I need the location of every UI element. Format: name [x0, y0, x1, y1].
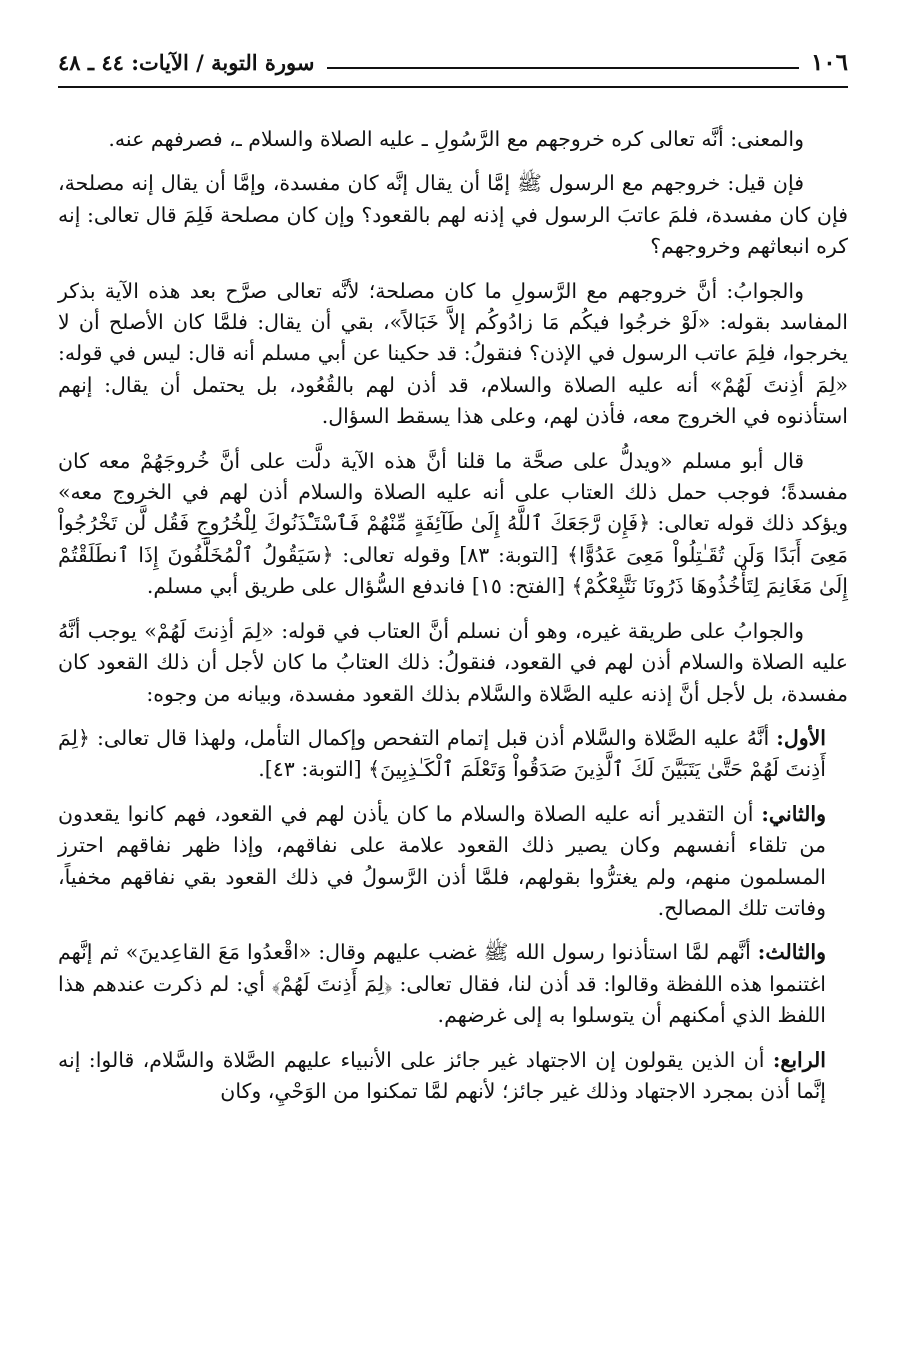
book-page — [58, 40, 848, 1340]
paragraph-meaning: والمعنى: أنَّه تعالى كره خروجهم مع الرَّسُولِ ـ عليه الصلاة والسلام ـ، فصرفهم عنه. — [108, 127, 804, 151]
header-rule — [58, 86, 848, 88]
header-dash-line — [327, 67, 799, 69]
page-number: ١٠٦ — [810, 48, 848, 76]
point-text: أنَّهُ عليه الصَّلاة والسَّلام أذن قبل إتمام التفحص وإكمال التأمل، ولهذا قال تعالى: ﴿لِمَ أَذِنتَ لَهُمْ حَتَّىٰ يَتَبَيَّنَ لَكَ ٱلَّذِينَ صَدَقُواْ وَتَعْلَمَ ٱلْكَـٰذِبِينَ﴾ [التوبة: ٤٣]. — [58, 725, 826, 782]
paragraph-question: فإن قيل: خروجهم مع الرسول ﷺ إمَّا أن يقال إنَّه كان مفسدة، وإمَّا أن يقال إنه مصلحة، فإن كان مفسدة، فلمَ عاتبَ الرسول في إذنه لهم بالقعود؟ وإن كان مصلحة فَلِمَ قال تعالى: إنه كره انبعاثهم وخروجهم؟ — [58, 171, 848, 259]
point-label: الرابع: — [772, 1047, 826, 1072]
running-header — [58, 40, 848, 84]
paragraph-abu-muslim: قال أبو مسلم «ويدلُّ على صحَّة ما قلنا أنَّ هذه الآية دلَّت على أنَّ خُروجَهُمْ معه كان مفسدةً؛ فوجب حمل ذلك العتاب على أنه عليه الصلاة والسلام أذن لهم في الخروج معه» ويؤكد ذلك قوله تعالى: ﴿فَإِن رَّجَعَكَ ٱللَّهُ إِلَىٰ طَآئِفَةٍ مِّنْهُمْ فَٱسْتَـْٔذَنُوكَ لِلْخُرُوجِ فَقُل لَّن تَخْرُجُواْ مَعِىَ أَبَدًا وَلَن تُقَـٰتِلُواْ مَعِىَ عَدُوًّا﴾ [التوبة: ٨٣] وقوله تعالى: ﴿سَيَقُولُ ٱلْمُخَلَّفُونَ إِذَا ٱنطَلَقْتُمْ إِلَىٰ مَغَانِمَ لِتَأْخُذُوهَا ذَرُونَا نَتَّبِعْكُمْ﴾ [الفتح: ١٥] فاندفع السُّؤال على طريق أبي مسلم. — [58, 448, 848, 599]
point-label: والثاني: — [761, 801, 826, 826]
point-text: أن الذين يقولون إن الاجتهاد غير جائز على الأنبياء عليهم الصَّلاة والسَّلام، قالوا: إنه إنَّما أذن بمجرد الاجتهاد وذلك غير جائز؛ لأنهم لمَّا تمكنوا من الوَحْيِ، وكان — [58, 1047, 826, 1103]
point-third — [58, 937, 848, 1031]
point-fourth — [58, 1045, 848, 1108]
point-first — [58, 723, 848, 786]
section-title: سورة التوبة / الآيات: ٤٤ ـ ٤٨ — [58, 49, 315, 75]
point-second — [58, 799, 848, 925]
point-label: الأول: — [776, 725, 826, 750]
point-text: أنَّهم لمَّا استأذنوا رسول الله ﷺ غضب عليهم وقال: «اقْعدُوا مَعَ القاعِدينَ» ثم إنَّهم اغتنموا هذه اللفظة وقالوا: قد أذن لنا، فقال تعالى: ﴿لِمَ أَذِنتَ لَهُمْ﴾ أي: لم ذكرت عندهم هذا اللفظ الذي أمكنهم أن يتوسلوا به إلى غرضهم. — [58, 940, 826, 1028]
body-text — [58, 124, 848, 1107]
point-label: والثالث: — [757, 940, 826, 965]
point-text: أن التقدير أنه عليه الصلاة والسلام ما كان يأذن لهم في القعود، فهم كانوا يقعدون من تلقاء أنفسهم وكان يصير ذلك القعود علامة على نفاقهم، وإذا ظهر نفاقهم احترز المسلمون منهم، ولم يغترُّوا بقولهم، فلمَّا أذن الرَّسولُ في ذلك القعود بقي نفاقهم مخفياً، وفاتت تلك المصالح. — [58, 801, 826, 920]
paragraph-answer: والجوابُ: أنَّ خروجهم مع الرَّسولِ ما كان مصلحة؛ لأنَّه تعالى صرَّح بعد هذه الآية بذكر المفاسد بقوله: «لَوْ خرجُوا فيكُم مَا زادُوكُم إلاَّ خَبَالاً»، بقي أن يقال: فلمَّا كان الأصلح أن لا يخرجوا، فلِمَ عاتب الرسول في الإذن؟ فنقولُ: قد حكينا عن أبي مسلم أنه قال: ليس في قوله: «لِمَ أذِنتَ لَهُمْ» أنه عليه الصلاة والسلام، قد أذن لهم بالقُعُود، بل يحتمل أن يقال: إنهم استأذنوه في الخروج معه، فأذن لهم، وعلى هذا يسقط السؤال. — [58, 278, 848, 429]
paragraph-other-answer: والجوابُ على طريقة غيره، وهو أن نسلم أنَّ العتاب في قوله: «لِمَ أذِنتَ لَهُمْ» يوجب أنَّهُ عليه الصلاة والسلام أذن لهم في القعود، فنقولُ: ذلك العتابُ ما كان لأجل أن ذلك القعود كان مفسدة، بل لأجل أنَّ إذنه عليه الصَّلاة والسَّلام بذلك القعود مفسدة، وبيانه من وجوه: — [58, 618, 848, 706]
